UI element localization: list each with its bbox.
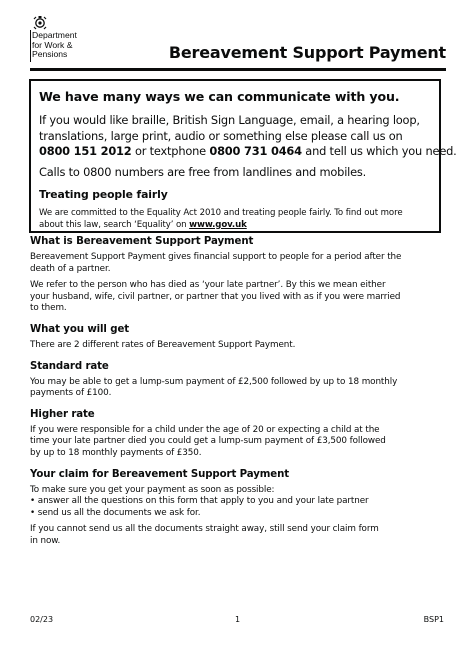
accessibility-line: translations, large print, audio or something else please call us on bbox=[39, 128, 403, 143]
or-textphone-text: or textphone bbox=[134, 144, 206, 158]
documents-paragraph: If you cannot send us all the documents straight away, still send your claim form in now. bbox=[30, 524, 379, 546]
equality-line: We are committed to the Equality Act 2010 and treating people fairly. To find out more bbox=[39, 208, 403, 218]
your-claim-heading: Your claim for Bereavement Support Payment bbox=[30, 468, 290, 480]
treating-fairly-heading: Treating people fairly bbox=[39, 188, 168, 201]
form-title: Bereavement Support Payment bbox=[168, 43, 446, 62]
claim-paragraph: To make sure you get your payment as soon as possible: • answer all the questions on this form that apply to you and your late partner • send us all the documents we ask for. bbox=[30, 484, 369, 518]
textphone-number: 0800 731 0464 bbox=[209, 144, 302, 158]
logo-rule bbox=[30, 30, 31, 62]
higher-rate-paragraph: If you were responsible for a child under the age of 20 or expecting a child at the time your late partner died you could get a lump-sum payment of £3,500 followed by up to 18 monthly payments of £350. bbox=[30, 424, 386, 458]
standard-rate-paragraph: You may be able to get a lump-sum payment of £2,500 followed by up to 18 monthly payments of £100. bbox=[30, 376, 398, 399]
page-number: 1 bbox=[235, 615, 241, 624]
info-box-heading: We have many ways we can communicate with you. bbox=[39, 89, 400, 104]
rates-paragraph: There are 2 different rates of Bereavement Support Payment. bbox=[30, 339, 296, 350]
department-line: Department bbox=[32, 30, 77, 40]
communication-info-box bbox=[29, 79, 457, 233]
bullet-item: • answer all the questions on this form that apply to you and your late partner bbox=[30, 496, 369, 507]
equality-paragraph bbox=[39, 208, 430, 231]
what-you-get-heading: What you will get bbox=[30, 323, 130, 335]
gov-uk-link[interactable]: www.gov.uk bbox=[189, 219, 247, 230]
form-code: BSP1 bbox=[423, 615, 444, 624]
form-content bbox=[30, 235, 446, 553]
what-is-heading: What is Bereavement Support Payment bbox=[30, 236, 254, 247]
department-logo-text bbox=[32, 31, 77, 60]
higher-rate-heading: Higher rate bbox=[30, 408, 95, 420]
page-header bbox=[30, 14, 446, 66]
header-divider bbox=[30, 68, 446, 71]
royal-crest-icon bbox=[33, 16, 47, 30]
phone-number: 0800 151 2012 bbox=[39, 144, 132, 158]
accessibility-tail: and tell us which you need. bbox=[305, 144, 457, 158]
calls-note: Calls to 0800 numbers are free from landlines and mobiles. bbox=[39, 164, 367, 179]
what-is-paragraph: Bereavement Support Payment gives financial support to people for a period after the death of a partner. bbox=[30, 252, 402, 274]
bullet-item: • send us all the documents we ask for. bbox=[30, 507, 201, 518]
department-line: for Work & bbox=[32, 39, 73, 50]
form-date: 02/23 bbox=[30, 615, 54, 624]
accessibility-paragraph bbox=[39, 113, 457, 160]
accessibility-line: If you would like braille, British Sign Language, email, a hearing loop, bbox=[39, 113, 420, 127]
late-partner-paragraph: We refer to the person who has died as ‘your late partner’. By this we mean either your husband, wife, civil partner, or partner that you lived with as if you were married to them. bbox=[30, 280, 401, 314]
equality-line: about this law, search ‘Equality’ on bbox=[39, 219, 187, 230]
standard-rate-heading: Standard rate bbox=[30, 360, 109, 372]
department-line: Pensions bbox=[32, 49, 68, 60]
